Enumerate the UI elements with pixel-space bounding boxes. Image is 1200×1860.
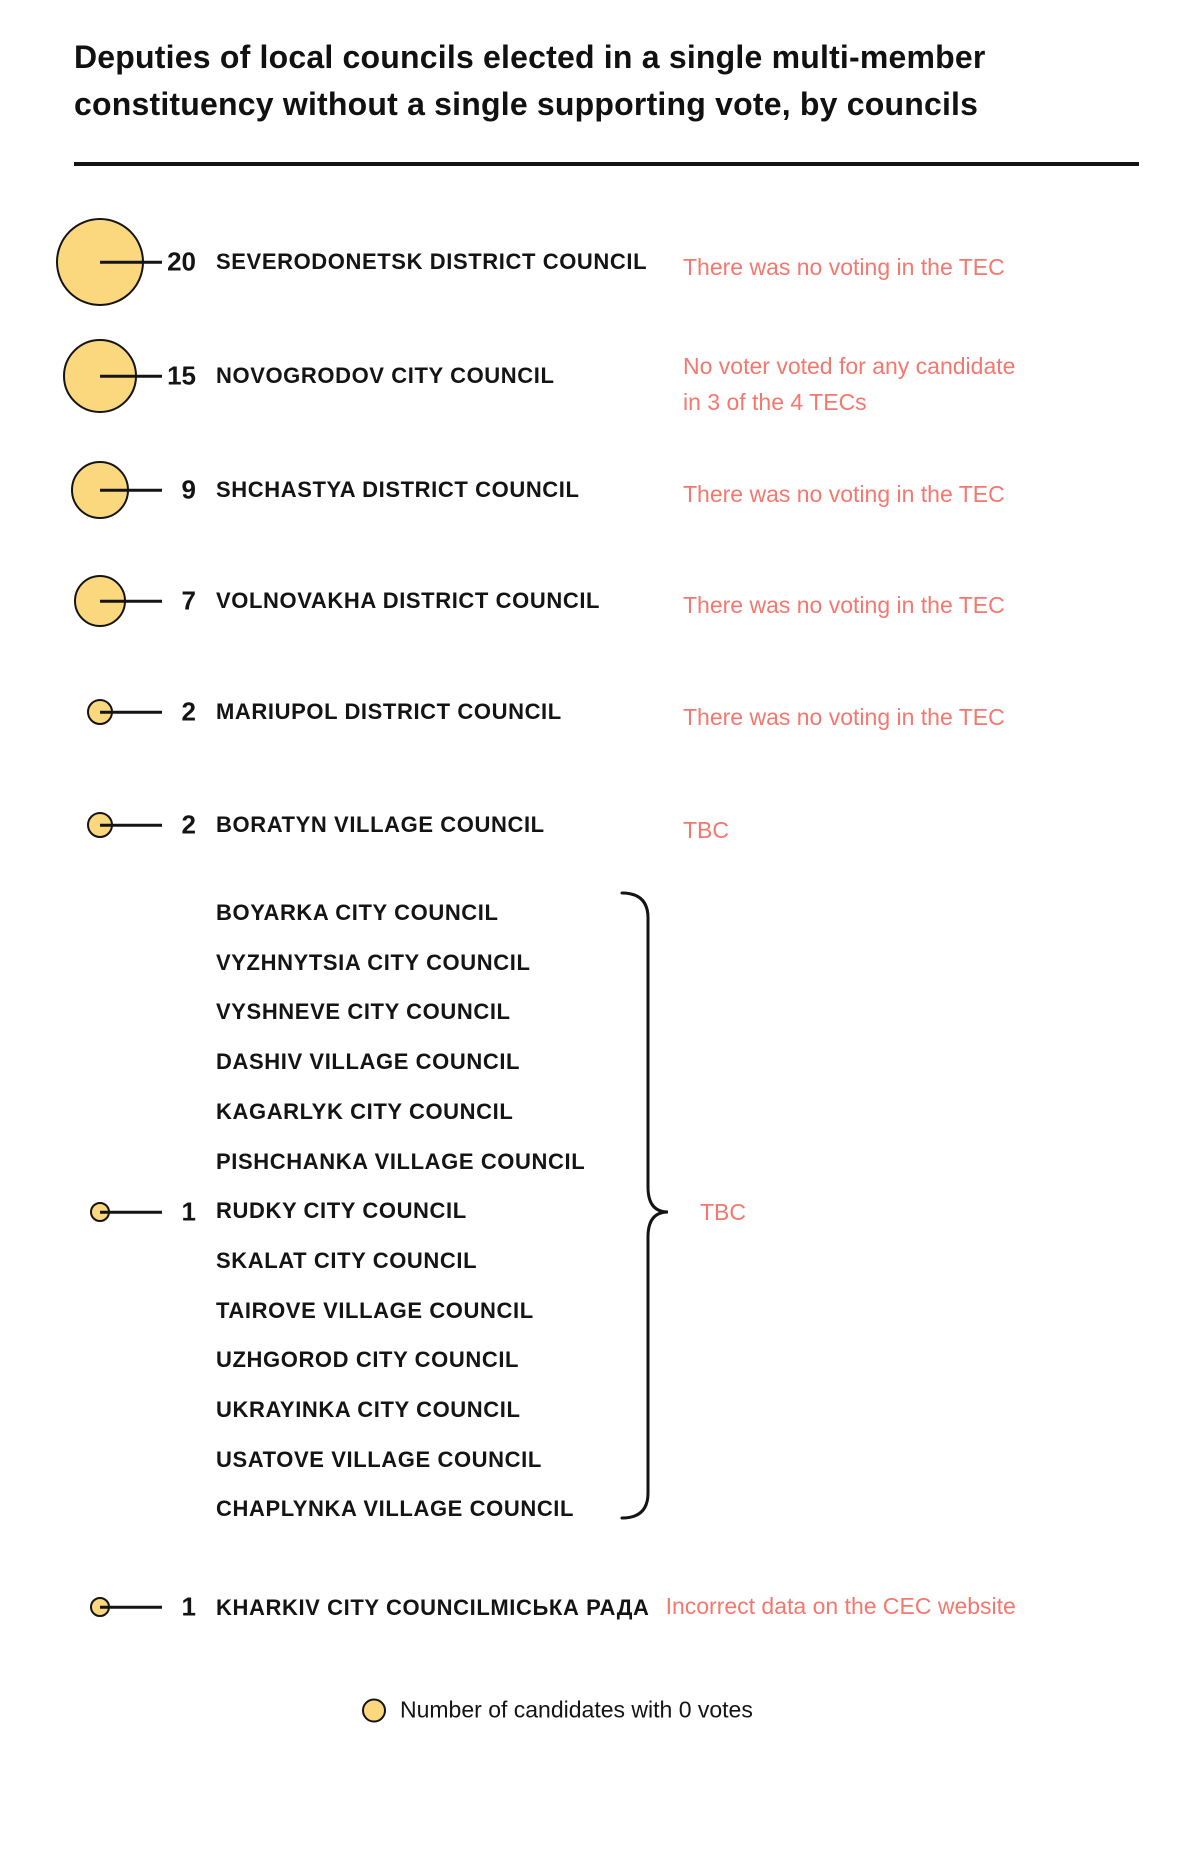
annotation: There was no voting in the TEC — [683, 481, 1005, 507]
council-name: RUDKY CITY COUNCIL — [216, 1198, 467, 1224]
council-name: NOVOGRODOV CITY COUNCIL — [216, 363, 555, 388]
annotation: No voter voted for any candidate in 3 of the 4 TECs — [683, 353, 1016, 415]
council-name: VYSHNEVE CITY COUNCIL — [216, 999, 511, 1025]
value-label: 15 — [167, 360, 196, 391]
council-name: KHARKIV CITY COUNCILМІСЬКА РАДА Incorrect data on the CEC website — [216, 1593, 1016, 1620]
council-name: PISHCHANKA VILLAGE COUNCIL — [216, 1148, 586, 1174]
value-label: 9 — [181, 474, 196, 505]
legend-label: Number of candidates with 0 votes — [400, 1696, 753, 1723]
council-name: BORATYN VILLAGE COUNCIL — [216, 812, 545, 837]
council-name: DASHIV VILLAGE COUNCIL — [216, 1049, 521, 1075]
page-title — [74, 34, 1154, 128]
value-label: 1 — [181, 1591, 196, 1622]
council-name: USATOVE VILLAGE COUNCIL — [216, 1446, 542, 1472]
title-divider — [74, 162, 1139, 166]
legend-circle-icon — [362, 1698, 386, 1722]
brace-bracket — [600, 880, 690, 1540]
tbc-group-annotation: TBC — [700, 1199, 746, 1225]
annotation: There was no voting in the TEC — [683, 254, 1005, 280]
value-label: 2 — [181, 809, 196, 840]
council-name: SEVERODONETSK DISTRICT COUNCIL — [216, 249, 648, 274]
annotation: There was no voting in the TEC — [683, 592, 1005, 618]
council-name: TAIROVE VILLAGE COUNCIL — [216, 1297, 534, 1323]
annotation: Incorrect data on the CEC website — [665, 1593, 1016, 1619]
council-name: KAGARLYK CITY COUNCIL — [216, 1098, 514, 1124]
page-title-line2: constituency without a single supporting vote, by councils — [74, 86, 979, 122]
annotation: TBC — [683, 817, 729, 843]
council-name: MARIUPOL DISTRICT COUNCIL — [216, 699, 562, 724]
page-title-line1: Deputies of local councils elected in a single multi-member — [74, 39, 986, 75]
council-name: BOYARKA CITY COUNCIL — [216, 900, 499, 925]
council-name: VOLNOVAKHA DISTRICT COUNCIL — [216, 588, 601, 613]
legend — [362, 1697, 753, 1724]
value-label: 20 — [167, 246, 196, 277]
council-name: CHAPLYNKA VILLAGE COUNCIL — [216, 1496, 575, 1522]
council-name: UKRAYINKA CITY COUNCIL — [216, 1397, 521, 1422]
council-name: SHCHASTYA DISTRICT COUNCIL — [216, 477, 580, 502]
annotation: There was no voting in the TEC — [683, 704, 1005, 730]
value-label: 1 — [181, 1196, 196, 1227]
council-name: VYZHNYTSIA CITY COUNCIL — [216, 949, 531, 975]
council-name: SKALAT CITY COUNCIL — [216, 1247, 478, 1273]
value-label: 7 — [181, 585, 196, 616]
council-name: UZHGOROD CITY COUNCIL — [216, 1347, 520, 1373]
value-label: 2 — [181, 696, 196, 727]
